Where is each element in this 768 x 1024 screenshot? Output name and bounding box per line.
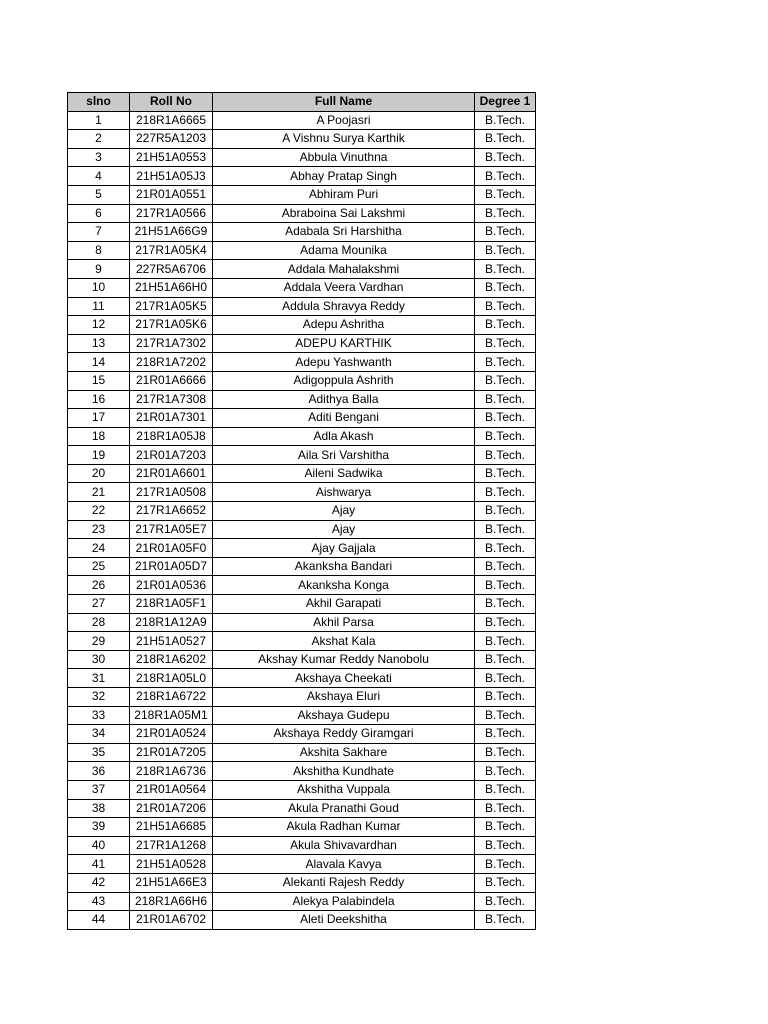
cell-degree: B.Tech. <box>475 911 536 930</box>
table-row <box>68 241 536 260</box>
cell-degree: B.Tech. <box>475 130 536 149</box>
table-row <box>68 576 536 595</box>
cell-degree: B.Tech. <box>475 873 536 892</box>
cell-slno: 25 <box>68 557 130 576</box>
cell-degree: B.Tech. <box>475 446 536 465</box>
cell-degree: B.Tech. <box>475 613 536 632</box>
header-full-name: Full Name <box>213 93 475 112</box>
cell-roll-no: 21R01A0524 <box>130 725 213 744</box>
cell-slno: 26 <box>68 576 130 595</box>
table-row <box>68 762 536 781</box>
table-row <box>68 743 536 762</box>
cell-degree: B.Tech. <box>475 539 536 558</box>
cell-full-name: Akshitha Vuppala <box>213 780 475 799</box>
cell-degree: B.Tech. <box>475 167 536 186</box>
cell-full-name: Alekya Palabindela <box>213 892 475 911</box>
table-row <box>68 780 536 799</box>
cell-slno: 4 <box>68 167 130 186</box>
table-row <box>68 260 536 279</box>
table-row <box>68 371 536 390</box>
cell-roll-no: 21R01A05F0 <box>130 539 213 558</box>
cell-slno: 34 <box>68 725 130 744</box>
table-row <box>68 725 536 744</box>
table-row <box>68 223 536 242</box>
table-row <box>68 911 536 930</box>
cell-roll-no: 218R1A66H6 <box>130 892 213 911</box>
table-row <box>68 278 536 297</box>
cell-slno: 33 <box>68 706 130 725</box>
cell-full-name: Addala Mahalakshmi <box>213 260 475 279</box>
cell-roll-no: 218R1A05J8 <box>130 427 213 446</box>
table-row <box>68 502 536 521</box>
cell-full-name: Akanksha Konga <box>213 576 475 595</box>
cell-roll-no: 218R1A05M1 <box>130 706 213 725</box>
cell-full-name: Aditi Bengani <box>213 409 475 428</box>
cell-full-name: Adithya Balla <box>213 390 475 409</box>
cell-slno: 14 <box>68 353 130 372</box>
cell-roll-no: 21R01A7206 <box>130 799 213 818</box>
cell-full-name: Adabala Sri Harshitha <box>213 223 475 242</box>
cell-slno: 22 <box>68 502 130 521</box>
cell-slno: 41 <box>68 855 130 874</box>
cell-slno: 44 <box>68 911 130 930</box>
cell-slno: 6 <box>68 204 130 223</box>
cell-roll-no: 21R01A0564 <box>130 780 213 799</box>
cell-slno: 31 <box>68 669 130 688</box>
cell-full-name: Akanksha Bandari <box>213 557 475 576</box>
table-row <box>68 167 536 186</box>
cell-full-name: A Poojasri <box>213 111 475 130</box>
table-row <box>68 873 536 892</box>
cell-roll-no: 21R01A7301 <box>130 409 213 428</box>
table-row <box>68 669 536 688</box>
table-row <box>68 650 536 669</box>
cell-degree: B.Tech. <box>475 223 536 242</box>
cell-degree: B.Tech. <box>475 316 536 335</box>
cell-degree: B.Tech. <box>475 576 536 595</box>
cell-slno: 37 <box>68 780 130 799</box>
cell-slno: 43 <box>68 892 130 911</box>
cell-full-name: Aishwarya <box>213 483 475 502</box>
table-row <box>68 855 536 874</box>
cell-degree: B.Tech. <box>475 520 536 539</box>
table-row <box>68 427 536 446</box>
cell-degree: B.Tech. <box>475 427 536 446</box>
cell-full-name: Ajay Gajjala <box>213 539 475 558</box>
cell-slno: 20 <box>68 464 130 483</box>
cell-full-name: Adepu Ashritha <box>213 316 475 335</box>
cell-slno: 30 <box>68 650 130 669</box>
cell-degree: B.Tech. <box>475 371 536 390</box>
header-roll-no: Roll No <box>130 93 213 112</box>
cell-slno: 9 <box>68 260 130 279</box>
cell-roll-no: 217R1A05K6 <box>130 316 213 335</box>
cell-degree: B.Tech. <box>475 855 536 874</box>
cell-full-name: Akshaya Gudepu <box>213 706 475 725</box>
table-row <box>68 353 536 372</box>
cell-roll-no: 21H51A05J3 <box>130 167 213 186</box>
cell-degree: B.Tech. <box>475 353 536 372</box>
cell-roll-no: 218R1A6202 <box>130 650 213 669</box>
cell-degree: B.Tech. <box>475 185 536 204</box>
table-header <box>68 93 536 112</box>
cell-full-name: Akhil Garapati <box>213 595 475 614</box>
cell-full-name: Adla Akash <box>213 427 475 446</box>
cell-degree: B.Tech. <box>475 632 536 651</box>
table-row <box>68 799 536 818</box>
table-row <box>68 892 536 911</box>
table-row <box>68 613 536 632</box>
cell-roll-no: 217R1A7302 <box>130 334 213 353</box>
header-slno: slno <box>68 93 130 112</box>
cell-roll-no: 21H51A0528 <box>130 855 213 874</box>
cell-degree: B.Tech. <box>475 743 536 762</box>
cell-slno: 10 <box>68 278 130 297</box>
cell-roll-no: 21H51A0553 <box>130 148 213 167</box>
table-row <box>68 539 536 558</box>
cell-roll-no: 21R01A6666 <box>130 371 213 390</box>
cell-slno: 18 <box>68 427 130 446</box>
cell-degree: B.Tech. <box>475 780 536 799</box>
cell-degree: B.Tech. <box>475 669 536 688</box>
table-row <box>68 185 536 204</box>
cell-degree: B.Tech. <box>475 818 536 837</box>
table-row <box>68 464 536 483</box>
cell-slno: 13 <box>68 334 130 353</box>
cell-roll-no: 218R1A05F1 <box>130 595 213 614</box>
cell-full-name: Akshaya Cheekati <box>213 669 475 688</box>
cell-roll-no: 21R01A0536 <box>130 576 213 595</box>
cell-full-name: Akula Shivavardhan <box>213 836 475 855</box>
cell-full-name: ADEPU KARTHIK <box>213 334 475 353</box>
cell-roll-no: 217R1A6652 <box>130 502 213 521</box>
cell-roll-no: 217R1A7308 <box>130 390 213 409</box>
cell-degree: B.Tech. <box>475 725 536 744</box>
table-row <box>68 688 536 707</box>
cell-degree: B.Tech. <box>475 799 536 818</box>
cell-slno: 3 <box>68 148 130 167</box>
cell-degree: B.Tech. <box>475 409 536 428</box>
cell-degree: B.Tech. <box>475 557 536 576</box>
cell-degree: B.Tech. <box>475 892 536 911</box>
cell-slno: 1 <box>68 111 130 130</box>
cell-roll-no: 218R1A6736 <box>130 762 213 781</box>
cell-full-name: Adama Mounika <box>213 241 475 260</box>
cell-roll-no: 21H51A66G9 <box>130 223 213 242</box>
cell-slno: 39 <box>68 818 130 837</box>
table-row <box>68 409 536 428</box>
cell-slno: 24 <box>68 539 130 558</box>
cell-slno: 35 <box>68 743 130 762</box>
cell-roll-no: 227R5A6706 <box>130 260 213 279</box>
table-row <box>68 483 536 502</box>
cell-roll-no: 21R01A7203 <box>130 446 213 465</box>
table-row <box>68 297 536 316</box>
cell-degree: B.Tech. <box>475 260 536 279</box>
table-row <box>68 111 536 130</box>
cell-slno: 11 <box>68 297 130 316</box>
cell-degree: B.Tech. <box>475 836 536 855</box>
cell-roll-no: 21R01A0551 <box>130 185 213 204</box>
cell-full-name: Ajay <box>213 502 475 521</box>
cell-slno: 21 <box>68 483 130 502</box>
cell-full-name: Aileni Sadwika <box>213 464 475 483</box>
cell-roll-no: 21R01A6702 <box>130 911 213 930</box>
cell-degree: B.Tech. <box>475 390 536 409</box>
table-row <box>68 148 536 167</box>
cell-slno: 15 <box>68 371 130 390</box>
cell-degree: B.Tech. <box>475 297 536 316</box>
cell-degree: B.Tech. <box>475 148 536 167</box>
student-table <box>67 92 536 930</box>
cell-degree: B.Tech. <box>475 111 536 130</box>
cell-slno: 27 <box>68 595 130 614</box>
table-row <box>68 446 536 465</box>
cell-roll-no: 217R1A05E7 <box>130 520 213 539</box>
cell-full-name: Abhiram Puri <box>213 185 475 204</box>
cell-roll-no: 218R1A6665 <box>130 111 213 130</box>
cell-slno: 23 <box>68 520 130 539</box>
cell-degree: B.Tech. <box>475 334 536 353</box>
cell-roll-no: 217R1A0566 <box>130 204 213 223</box>
cell-full-name: Aila Sri Varshitha <box>213 446 475 465</box>
table-row <box>68 706 536 725</box>
cell-slno: 32 <box>68 688 130 707</box>
cell-roll-no: 217R1A1268 <box>130 836 213 855</box>
cell-degree: B.Tech. <box>475 204 536 223</box>
cell-degree: B.Tech. <box>475 278 536 297</box>
cell-slno: 29 <box>68 632 130 651</box>
cell-full-name: Ajay <box>213 520 475 539</box>
cell-full-name: Akshay Kumar Reddy Nanobolu <box>213 650 475 669</box>
cell-slno: 7 <box>68 223 130 242</box>
header-row <box>68 93 536 112</box>
table-row <box>68 316 536 335</box>
cell-full-name: Akshita Sakhare <box>213 743 475 762</box>
cell-slno: 42 <box>68 873 130 892</box>
cell-full-name: Abbula Vinuthna <box>213 148 475 167</box>
table-row <box>68 836 536 855</box>
cell-slno: 19 <box>68 446 130 465</box>
cell-degree: B.Tech. <box>475 241 536 260</box>
cell-roll-no: 21H51A66E3 <box>130 873 213 892</box>
cell-roll-no: 218R1A12A9 <box>130 613 213 632</box>
cell-slno: 12 <box>68 316 130 335</box>
cell-roll-no: 21H51A0527 <box>130 632 213 651</box>
cell-roll-no: 21R01A6601 <box>130 464 213 483</box>
cell-degree: B.Tech. <box>475 706 536 725</box>
cell-roll-no: 218R1A05L0 <box>130 669 213 688</box>
cell-full-name: Abraboina Sai Lakshmi <box>213 204 475 223</box>
cell-roll-no: 217R1A05K4 <box>130 241 213 260</box>
cell-full-name: Adepu Yashwanth <box>213 353 475 372</box>
cell-full-name: A Vishnu Surya Karthik <box>213 130 475 149</box>
cell-degree: B.Tech. <box>475 688 536 707</box>
table-body <box>68 111 536 929</box>
cell-full-name: Akshaya Eluri <box>213 688 475 707</box>
cell-full-name: Akhil Parsa <box>213 613 475 632</box>
cell-full-name: Akshaya Reddy Giramgari <box>213 725 475 744</box>
cell-roll-no: 21R01A7205 <box>130 743 213 762</box>
table-row <box>68 632 536 651</box>
table-row <box>68 520 536 539</box>
table-row <box>68 818 536 837</box>
cell-roll-no: 217R1A0508 <box>130 483 213 502</box>
table-row <box>68 334 536 353</box>
cell-roll-no: 227R5A1203 <box>130 130 213 149</box>
cell-full-name: Akshitha Kundhate <box>213 762 475 781</box>
cell-slno: 8 <box>68 241 130 260</box>
cell-full-name: Adigoppula Ashrith <box>213 371 475 390</box>
cell-full-name: Alekanti Rajesh Reddy <box>213 873 475 892</box>
table-row <box>68 390 536 409</box>
cell-degree: B.Tech. <box>475 483 536 502</box>
cell-slno: 16 <box>68 390 130 409</box>
cell-degree: B.Tech. <box>475 464 536 483</box>
cell-slno: 38 <box>68 799 130 818</box>
cell-degree: B.Tech. <box>475 502 536 521</box>
cell-slno: 36 <box>68 762 130 781</box>
cell-roll-no: 218R1A6722 <box>130 688 213 707</box>
cell-full-name: Addula Shravya Reddy <box>213 297 475 316</box>
cell-slno: 5 <box>68 185 130 204</box>
table-row <box>68 557 536 576</box>
header-degree: Degree 1 <box>475 93 536 112</box>
cell-roll-no: 21H51A66H0 <box>130 278 213 297</box>
cell-slno: 40 <box>68 836 130 855</box>
cell-full-name: Akshat Kala <box>213 632 475 651</box>
cell-slno: 2 <box>68 130 130 149</box>
cell-full-name: Abhay Pratap Singh <box>213 167 475 186</box>
cell-roll-no: 218R1A7202 <box>130 353 213 372</box>
cell-full-name: Akula Radhan Kumar <box>213 818 475 837</box>
cell-full-name: Alavala Kavya <box>213 855 475 874</box>
cell-roll-no: 217R1A05K5 <box>130 297 213 316</box>
table-row <box>68 595 536 614</box>
cell-slno: 17 <box>68 409 130 428</box>
cell-slno: 28 <box>68 613 130 632</box>
cell-full-name: Akula Pranathi Goud <box>213 799 475 818</box>
cell-degree: B.Tech. <box>475 595 536 614</box>
cell-roll-no: 21R01A05D7 <box>130 557 213 576</box>
cell-full-name: Aleti Deekshitha <box>213 911 475 930</box>
cell-degree: B.Tech. <box>475 650 536 669</box>
table-row <box>68 130 536 149</box>
cell-degree: B.Tech. <box>475 762 536 781</box>
table-row <box>68 204 536 223</box>
cell-full-name: Addala Veera Vardhan <box>213 278 475 297</box>
cell-roll-no: 21H51A6685 <box>130 818 213 837</box>
